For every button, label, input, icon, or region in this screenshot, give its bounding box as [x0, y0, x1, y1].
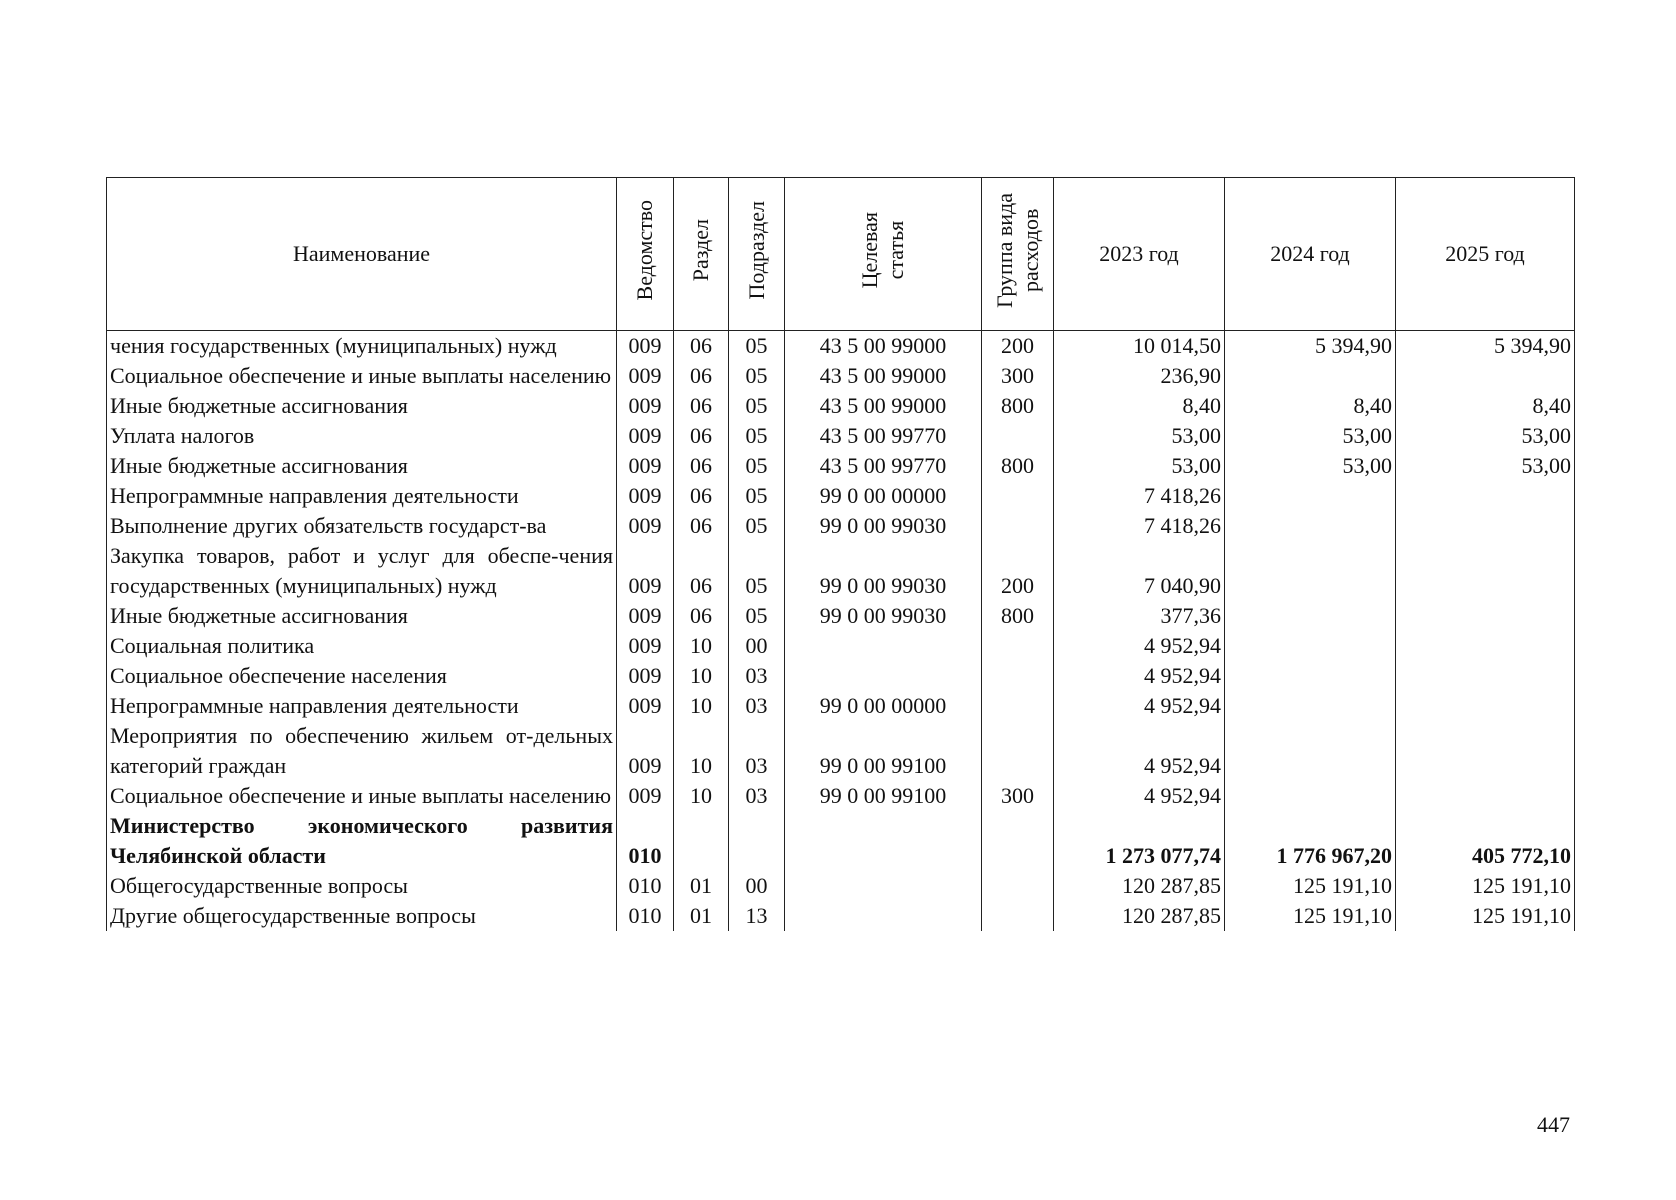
cell-2023: 4 952,94 [1054, 661, 1225, 691]
cell-2025 [1396, 541, 1575, 601]
cell-target: 43 5 00 99770 [785, 451, 982, 481]
cell-subsection: 05 [729, 331, 785, 362]
table-row [107, 811, 1575, 871]
table-row [107, 511, 1575, 541]
cell-subsection: 03 [729, 691, 785, 721]
cell-dept: 010 [617, 871, 674, 901]
cell-dept: 010 [617, 811, 674, 871]
cell-subsection: 05 [729, 481, 785, 511]
cell-2024: 8,40 [1225, 391, 1396, 421]
header-2025: 2025 год [1396, 178, 1575, 331]
header-group-label: Группа вида расходов [991, 192, 1043, 308]
cell-2025: 125 191,10 [1396, 871, 1575, 901]
cell-2024 [1225, 361, 1396, 391]
cell-subsection: 03 [729, 781, 785, 811]
cell-name: Социальная политика [107, 631, 617, 661]
cell-target: 99 0 00 00000 [785, 481, 982, 511]
cell-group [982, 421, 1054, 451]
table-row [107, 691, 1575, 721]
cell-2025: 8,40 [1396, 391, 1575, 421]
cell-section: 01 [674, 871, 729, 901]
cell-dept: 009 [617, 721, 674, 781]
cell-target [785, 661, 982, 691]
cell-2024 [1225, 631, 1396, 661]
cell-name: Закупка товаров, работ и услуг для обеспе-чения государственных (муниципальных) нужд [107, 541, 617, 601]
table-row [107, 541, 1575, 601]
table-row [107, 721, 1575, 781]
header-dept-label: Ведомство [632, 199, 657, 301]
cell-name: Иные бюджетные ассигнования [107, 451, 617, 481]
cell-group [982, 721, 1054, 781]
cell-target [785, 811, 982, 871]
cell-group: 800 [982, 601, 1054, 631]
table-row [107, 331, 1575, 362]
cell-target: 43 5 00 99000 [785, 331, 982, 362]
cell-dept: 009 [617, 631, 674, 661]
cell-2023: 4 952,94 [1054, 721, 1225, 781]
cell-section: 06 [674, 451, 729, 481]
cell-name: Непрограммные направления деятельности [107, 481, 617, 511]
cell-name: Иные бюджетные ассигнования [107, 601, 617, 631]
cell-2023: 120 287,85 [1054, 901, 1225, 931]
cell-2024: 1 776 967,20 [1225, 811, 1396, 871]
cell-2023: 7 418,26 [1054, 481, 1225, 511]
cell-2025: 53,00 [1396, 421, 1575, 451]
cell-name: чения государственных (муниципальных) нужд [107, 331, 617, 362]
cell-name: Министерство экономического развития Челябинской области [107, 811, 617, 871]
cell-2024: 53,00 [1225, 421, 1396, 451]
cell-group [982, 811, 1054, 871]
cell-target [785, 901, 982, 931]
header-section-label: Раздел [688, 218, 713, 282]
cell-dept: 009 [617, 691, 674, 721]
cell-2025 [1396, 721, 1575, 781]
cell-group: 300 [982, 781, 1054, 811]
cell-group: 800 [982, 391, 1054, 421]
cell-dept: 009 [617, 421, 674, 451]
cell-group: 300 [982, 361, 1054, 391]
table-row [107, 391, 1575, 421]
table-row [107, 481, 1575, 511]
budget-table [106, 177, 1575, 931]
cell-target [785, 631, 982, 661]
cell-group [982, 661, 1054, 691]
cell-2024 [1225, 691, 1396, 721]
cell-section: 01 [674, 901, 729, 931]
cell-target: 43 5 00 99000 [785, 361, 982, 391]
cell-target: 43 5 00 99000 [785, 391, 982, 421]
cell-group: 800 [982, 451, 1054, 481]
cell-2025 [1396, 781, 1575, 811]
cell-dept: 009 [617, 331, 674, 362]
cell-group [982, 511, 1054, 541]
cell-2025: 125 191,10 [1396, 901, 1575, 931]
header-name: Наименование [107, 178, 617, 331]
cell-subsection: 05 [729, 391, 785, 421]
cell-2025 [1396, 601, 1575, 631]
cell-2023: 7 040,90 [1054, 541, 1225, 601]
cell-2025 [1396, 661, 1575, 691]
cell-subsection: 00 [729, 631, 785, 661]
cell-2024 [1225, 511, 1396, 541]
cell-subsection: 05 [729, 451, 785, 481]
cell-subsection: 03 [729, 721, 785, 781]
cell-dept: 009 [617, 781, 674, 811]
cell-2023: 4 952,94 [1054, 781, 1225, 811]
cell-subsection: 05 [729, 511, 785, 541]
cell-2024: 53,00 [1225, 451, 1396, 481]
cell-2025 [1396, 481, 1575, 511]
header-subsection-label: Подраздел [743, 200, 769, 300]
cell-section: 10 [674, 691, 729, 721]
cell-dept: 009 [617, 511, 674, 541]
header-dept [617, 178, 674, 331]
cell-name: Уплата налогов [107, 421, 617, 451]
cell-dept: 009 [617, 481, 674, 511]
cell-2023: 8,40 [1054, 391, 1225, 421]
table-row [107, 361, 1575, 391]
cell-group [982, 871, 1054, 901]
cell-subsection: 05 [729, 421, 785, 451]
cell-section: 10 [674, 781, 729, 811]
cell-dept: 009 [617, 361, 674, 391]
cell-2024 [1225, 781, 1396, 811]
table-row [107, 781, 1575, 811]
cell-name: Общегосударственные вопросы [107, 871, 617, 901]
cell-target: 99 0 00 00000 [785, 691, 982, 721]
cell-2023: 4 952,94 [1054, 631, 1225, 661]
cell-section: 06 [674, 511, 729, 541]
cell-name: Социальное обеспечение и иные выплаты населению [107, 361, 617, 391]
cell-2024: 125 191,10 [1225, 901, 1396, 931]
cell-section [674, 811, 729, 871]
table-row [107, 601, 1575, 631]
header-target [785, 178, 982, 331]
cell-dept: 010 [617, 901, 674, 931]
cell-2023: 377,36 [1054, 601, 1225, 631]
cell-section: 06 [674, 361, 729, 391]
cell-2023: 120 287,85 [1054, 871, 1225, 901]
header-subsection [729, 178, 785, 331]
cell-2025: 405 772,10 [1396, 811, 1575, 871]
cell-2024 [1225, 721, 1396, 781]
cell-dept: 009 [617, 661, 674, 691]
cell-target: 43 5 00 99770 [785, 421, 982, 451]
cell-2024: 125 191,10 [1225, 871, 1396, 901]
table-body [107, 331, 1575, 932]
cell-dept: 009 [617, 541, 674, 601]
cell-subsection: 05 [729, 361, 785, 391]
cell-2023: 53,00 [1054, 451, 1225, 481]
header-2024: 2024 год [1225, 178, 1396, 331]
cell-2024 [1225, 601, 1396, 631]
cell-subsection [729, 811, 785, 871]
cell-group [982, 631, 1054, 661]
cell-2023: 1 273 077,74 [1054, 811, 1225, 871]
cell-name: Иные бюджетные ассигнования [107, 391, 617, 421]
header-2023: 2023 год [1054, 178, 1225, 331]
cell-target: 99 0 00 99030 [785, 511, 982, 541]
header-section [674, 178, 729, 331]
cell-2024 [1225, 481, 1396, 511]
cell-2025: 53,00 [1396, 451, 1575, 481]
cell-section: 06 [674, 391, 729, 421]
cell-section: 10 [674, 721, 729, 781]
cell-group [982, 901, 1054, 931]
cell-2025 [1396, 691, 1575, 721]
cell-group: 200 [982, 331, 1054, 362]
cell-group [982, 691, 1054, 721]
cell-dept: 009 [617, 601, 674, 631]
cell-2023: 4 952,94 [1054, 691, 1225, 721]
cell-group [982, 481, 1054, 511]
table-row [107, 421, 1575, 451]
table-row [107, 451, 1575, 481]
cell-subsection: 00 [729, 871, 785, 901]
cell-target: 99 0 00 99100 [785, 721, 982, 781]
cell-name: Социальное обеспечение населения [107, 661, 617, 691]
cell-2023: 53,00 [1054, 421, 1225, 451]
cell-section: 06 [674, 481, 729, 511]
cell-target: 99 0 00 99030 [785, 541, 982, 601]
cell-2024 [1225, 661, 1396, 691]
cell-name: Непрограммные направления деятельности [107, 691, 617, 721]
cell-name: Мероприятия по обеспечению жильем от-дельных категорий граждан [107, 721, 617, 781]
cell-2023: 10 014,50 [1054, 331, 1225, 362]
table-header-row [107, 178, 1575, 331]
cell-group: 200 [982, 541, 1054, 601]
page-number: 447 [1537, 1112, 1570, 1137]
cell-section: 06 [674, 421, 729, 451]
table-row [107, 871, 1575, 901]
cell-target [785, 871, 982, 901]
cell-dept: 009 [617, 451, 674, 481]
cell-target: 99 0 00 99100 [785, 781, 982, 811]
cell-section: 06 [674, 541, 729, 601]
header-group [982, 178, 1054, 331]
cell-2023: 7 418,26 [1054, 511, 1225, 541]
cell-name: Другие общегосударственные вопросы [107, 901, 617, 931]
cell-2025 [1396, 361, 1575, 391]
cell-target: 99 0 00 99030 [785, 601, 982, 631]
cell-section: 10 [674, 631, 729, 661]
cell-name: Социальное обеспечение и иные выплаты населению [107, 781, 617, 811]
cell-2025: 5 394,90 [1396, 331, 1575, 362]
cell-2024 [1225, 541, 1396, 601]
cell-subsection: 13 [729, 901, 785, 931]
table-row [107, 631, 1575, 661]
cell-2025 [1396, 631, 1575, 661]
cell-section: 06 [674, 601, 729, 631]
table-row [107, 901, 1575, 931]
cell-2023: 236,90 [1054, 361, 1225, 391]
cell-dept: 009 [617, 391, 674, 421]
cell-subsection: 05 [729, 541, 785, 601]
cell-section: 06 [674, 331, 729, 362]
cell-subsection: 03 [729, 661, 785, 691]
cell-name: Выполнение других обязательств государст-ва [107, 511, 617, 541]
cell-2025 [1396, 511, 1575, 541]
table-row [107, 661, 1575, 691]
cell-subsection: 05 [729, 601, 785, 631]
cell-2024: 5 394,90 [1225, 331, 1396, 362]
cell-section: 10 [674, 661, 729, 691]
header-target-label: Целевая статья [857, 211, 908, 289]
